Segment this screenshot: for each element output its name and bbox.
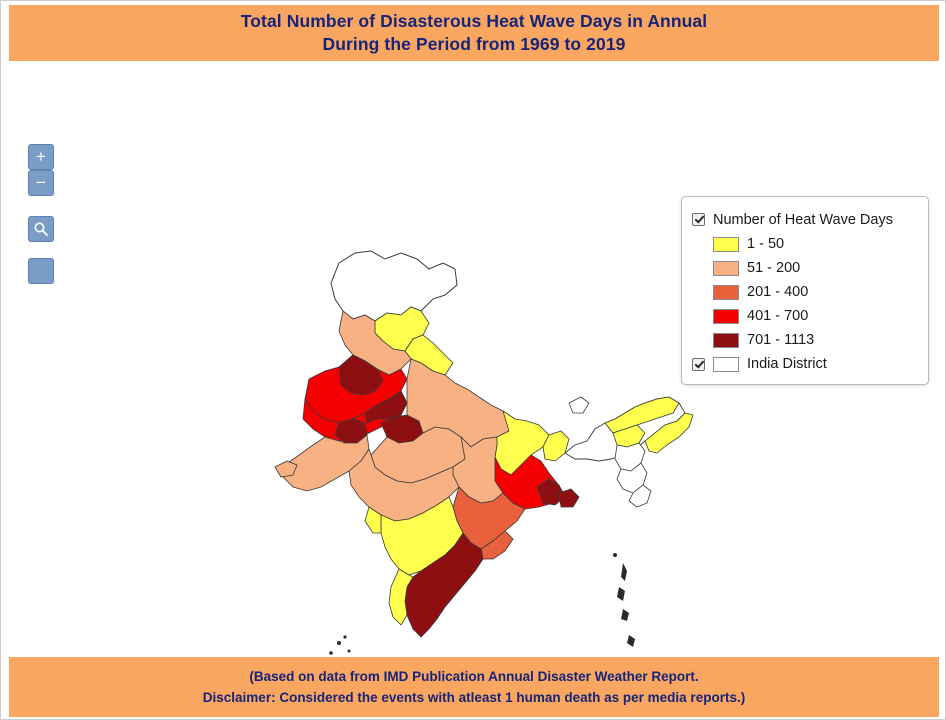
search-icon[interactable] xyxy=(28,216,54,242)
legend-class-4 xyxy=(692,304,918,328)
legend-swatch-district xyxy=(713,357,739,372)
zoom-in-button[interactable]: + xyxy=(28,144,54,170)
source-disclaimer-banner xyxy=(9,657,939,717)
legend-layer-india-district[interactable] xyxy=(692,352,918,376)
page-title-line-1: Total Number of Disasterous Heat Wave Days in Annual xyxy=(240,11,708,31)
legend-class-label-5: 701 - 1113 xyxy=(747,332,815,348)
legend-swatch-5 xyxy=(713,333,739,348)
legend-class-1 xyxy=(692,232,918,256)
legend-district-checkbox[interactable] xyxy=(692,358,705,371)
pan-square-icon[interactable] xyxy=(28,258,54,284)
legend-class-label-2: 51 - 200 xyxy=(747,260,801,276)
legend-district-label: India District xyxy=(747,356,827,372)
legend-class-label-4: 401 - 700 xyxy=(747,308,809,324)
legend-layer-heat-wave-days[interactable] xyxy=(692,207,918,232)
legend-class-label-3: 201 - 400 xyxy=(747,284,809,300)
legend-swatch-4 xyxy=(713,309,739,324)
legend-swatch-3 xyxy=(713,285,739,300)
map-viewport[interactable] xyxy=(9,63,939,655)
legend-layer-label: Number of Heat Wave Days xyxy=(713,211,893,228)
legend-layer-checkbox[interactable] xyxy=(692,213,705,226)
page-title-banner xyxy=(9,5,939,61)
page-title-line-2: During the Period from 1969 to 2019 xyxy=(322,34,626,54)
source-note-line-2: Disclaimer: Considered the events with atleast 1 human death as per media reports.) xyxy=(202,690,746,705)
source-note-line-1: (Based on data from IMD Publication Annual Disaster Weather Report. xyxy=(249,669,699,684)
legend-class-label-1: 1 - 50 xyxy=(747,236,785,252)
legend-class-3 xyxy=(692,280,918,304)
map-layer-base xyxy=(275,251,693,655)
legend-swatch-2 xyxy=(713,261,739,276)
legend-class-2 xyxy=(692,256,918,280)
legend-class-5 xyxy=(692,328,918,352)
map-legend xyxy=(681,196,929,385)
zoom-out-button[interactable]: − xyxy=(28,170,54,196)
legend-swatch-1 xyxy=(713,237,739,252)
